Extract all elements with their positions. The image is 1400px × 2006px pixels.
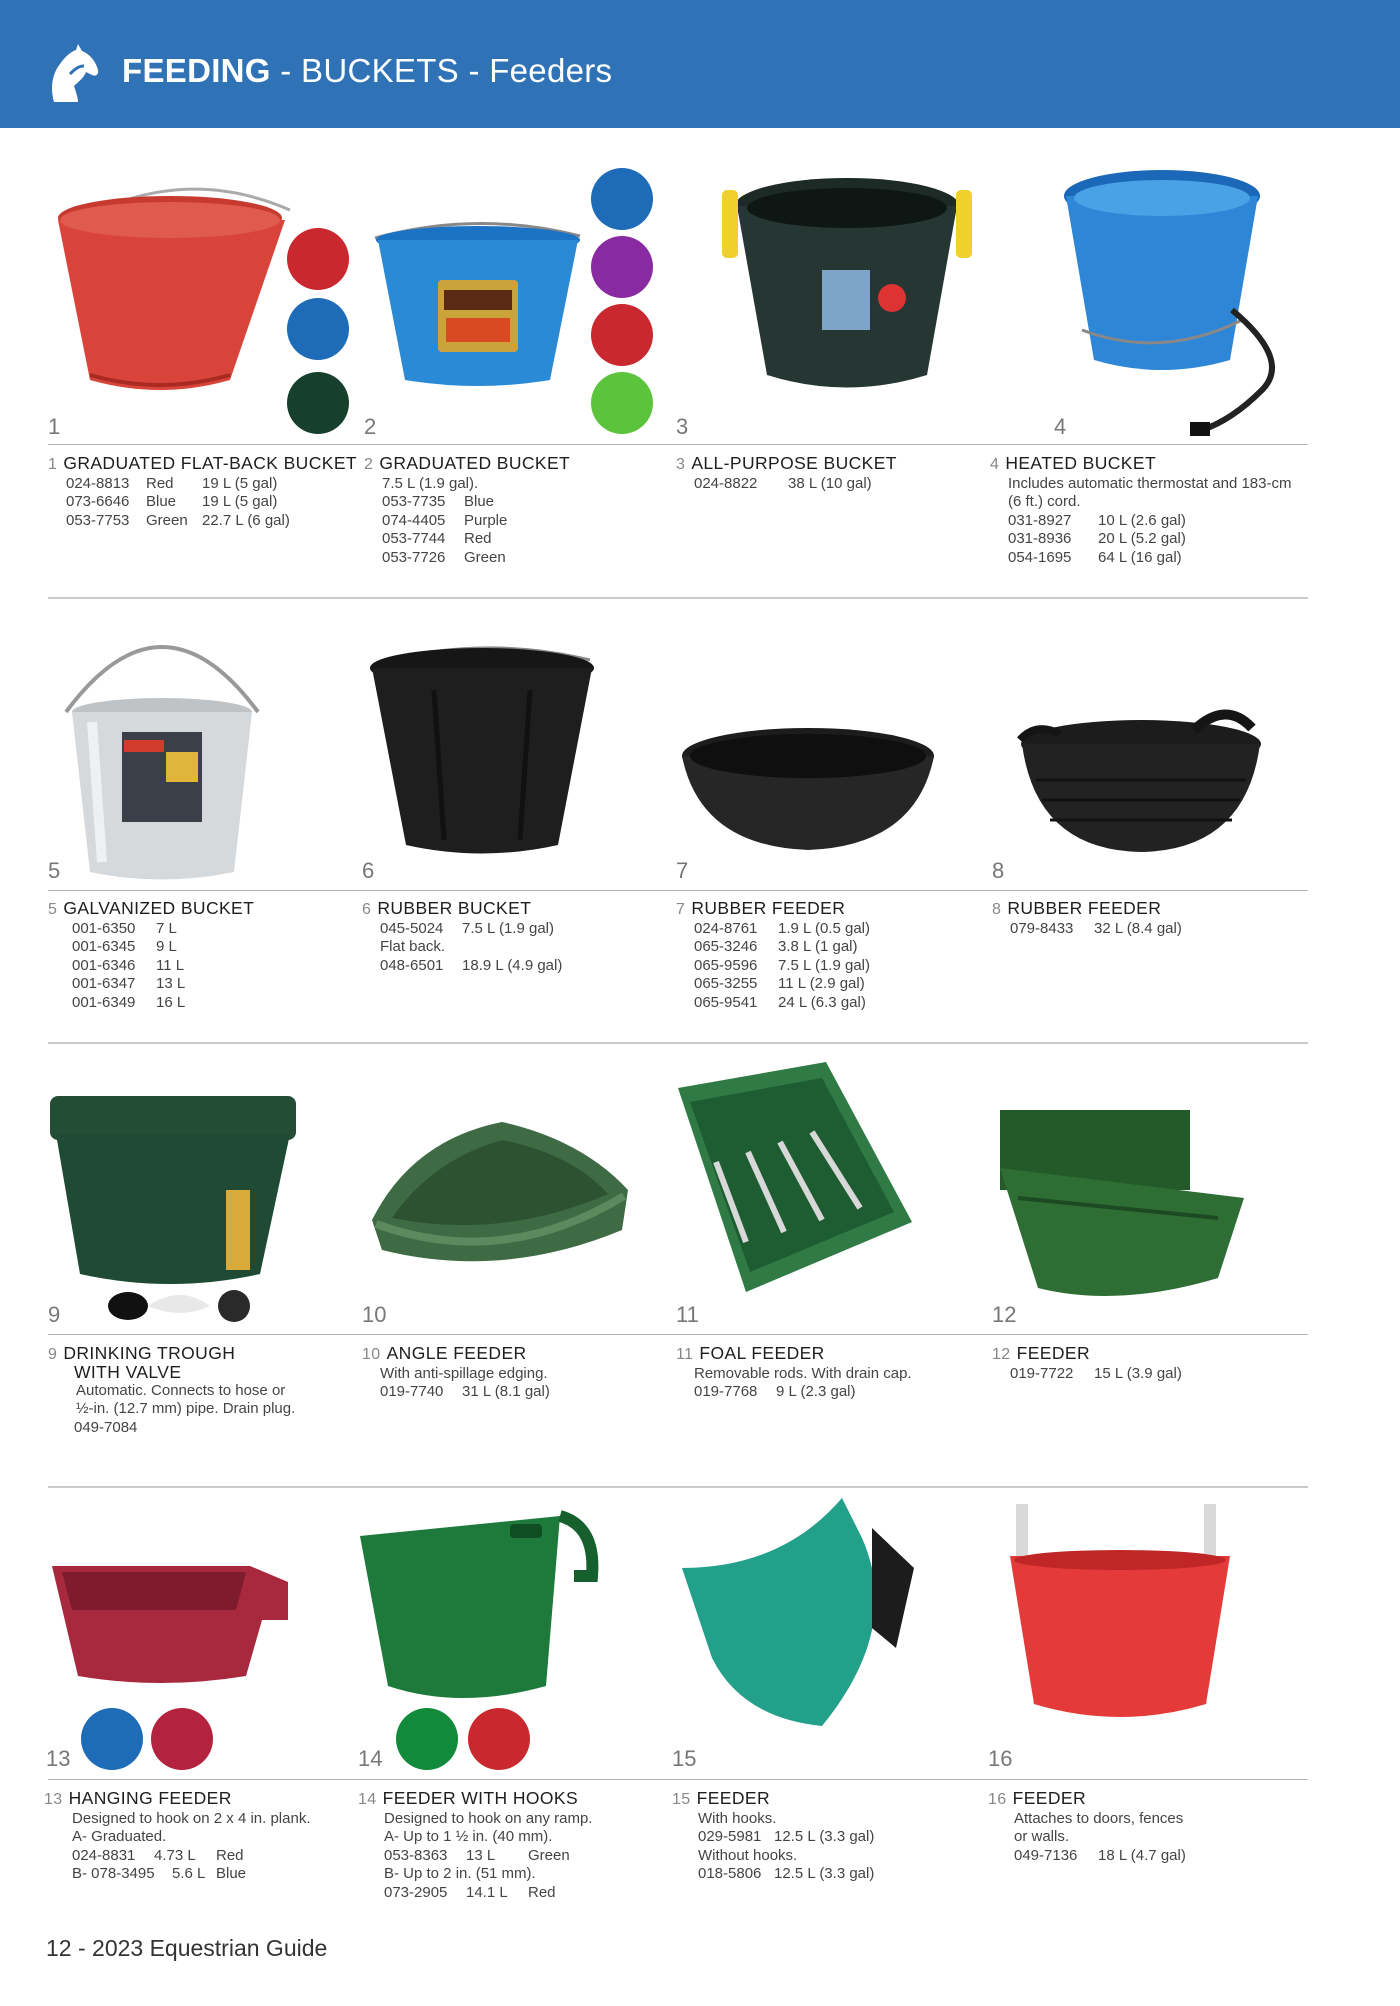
product-number: 4 xyxy=(1054,414,1067,439)
feeder-red-image xyxy=(1010,1504,1242,1730)
horse-head-logo-icon xyxy=(44,44,100,104)
product-number: 5 xyxy=(48,858,61,883)
product-caption-8: 8 RUBBER FEEDER 079-8433 32 L (8.4 gal) xyxy=(992,898,1182,937)
divider xyxy=(48,890,1308,891)
product-number: 6 xyxy=(362,858,375,883)
page-footer: 12 - 2023 Equestrian Guide xyxy=(46,1935,328,1961)
page-header xyxy=(0,0,1400,128)
graduated-flat-back-bucket-image xyxy=(50,180,300,400)
row-separator xyxy=(48,1042,1308,1044)
product-number: 13 xyxy=(46,1746,71,1771)
product-caption-13: 13 HANGING FEEDER Designed to hook on 2 x 4 in. plank. A- Graduated. 024-8831 4.73 L Red B- 078-3495 5.6 L Blue xyxy=(44,1788,311,1882)
color-swatch-red xyxy=(591,304,653,366)
color-swatch-red xyxy=(468,1708,530,1770)
product-number: 8 xyxy=(992,858,1005,883)
divider xyxy=(48,1334,1308,1335)
product-caption-10: 10 ANGLE FEEDER With anti-spillage edging. 019-7740 31 L (8.1 gal) xyxy=(362,1343,550,1400)
color-swatch-green xyxy=(591,372,653,434)
product-caption-3: 3 ALL-PURPOSE BUCKET 024-8822 38 L (10 gal) xyxy=(676,453,897,492)
product-number: 16 xyxy=(988,1746,1013,1771)
feeder-image xyxy=(998,1108,1244,1298)
feeder-teal-image xyxy=(682,1498,914,1730)
product-number: 14 xyxy=(358,1746,383,1771)
product-caption-4: 4 HEATED BUCKET Includes automatic thermostat and 183-cm (6 ft.) cord. 031-8927 10 L (2.6 gal) 031-8936 20 L (5.2 gal) 054-1695 64 L (16 gal) xyxy=(990,453,1292,566)
row-separator xyxy=(48,1486,1308,1488)
color-swatch-purple xyxy=(591,236,653,298)
product-number: 15 xyxy=(672,1746,697,1771)
product-caption-14: 14 FEEDER WITH HOOKS Designed to hook on any ramp. A- Up to 1 ½ in. (40 mm). 053-8363 13 L Green B- Up to 2 in. (51 mm). 073-2905 14.1 L Red xyxy=(358,1788,593,1901)
product-caption-12: 12 FEEDER 019-7722 15 L (3.9 gal) xyxy=(992,1343,1182,1382)
product-number: 3 xyxy=(676,414,689,439)
product-caption-6: 6 RUBBER BUCKET 045-5024 7.5 L (1.9 gal) Flat back. 048-6501 18.9 L (4.9 gal) xyxy=(362,898,563,974)
product-number: 12 xyxy=(992,1302,1017,1327)
product-caption-11: 11 FOAL FEEDER Removable rods. With drain cap. 019-7768 9 L (2.3 gal) xyxy=(676,1343,912,1400)
page-title: FEEDING - BUCKETS - Feeders xyxy=(122,52,613,89)
drinking-trough-image xyxy=(50,1094,296,1334)
row-separator xyxy=(48,597,1308,599)
product-caption-9: 9 DRINKING TROUGH WITH VALVE Automatic. Connects to hose or ½-in. (12.7 mm) pipe. Drain plug. 049-7084 xyxy=(48,1343,296,1436)
divider xyxy=(48,444,1308,445)
color-swatch-blue xyxy=(591,168,653,230)
product-number: 9 xyxy=(48,1302,61,1327)
graduated-bucket-image xyxy=(370,210,586,390)
product-number: 11 xyxy=(676,1302,699,1327)
product-caption-5: 5 GALVANIZED BUCKET 001-6350 7 L 001-6345 9 L 001-6346 11 L 001-6347 13 L 001-6349 16 L xyxy=(48,898,255,1011)
divider xyxy=(48,1779,1308,1780)
product-caption-2: 2 GRADUATED BUCKET 7.5 L (1.9 gal). 053-7735 Blue 074-4405 Purple 053-7744 Red 053-7726 Green xyxy=(364,453,571,566)
product-caption-15: 15 FEEDER With hooks. 029-5981 12.5 L (3.3 gal) Without hooks. 018-5806 12.5 L (3.3 gal) xyxy=(672,1788,875,1882)
rubber-feeder-image xyxy=(680,726,936,856)
heated-bucket-image xyxy=(1062,160,1282,440)
product-number: 10 xyxy=(362,1302,387,1327)
color-swatch-blue xyxy=(287,298,349,360)
all-purpose-bucket-image xyxy=(722,170,972,400)
rubber-bucket-image xyxy=(364,640,600,860)
feeder-with-hooks-image xyxy=(360,1496,600,1706)
product-number: 2 xyxy=(364,414,377,439)
galvanized-bucket-image xyxy=(62,612,262,882)
color-swatch-blue xyxy=(81,1708,143,1770)
color-swatch-red xyxy=(151,1708,213,1770)
color-swatch-red xyxy=(287,228,349,290)
product-caption-1: 1 GRADUATED FLAT-BACK BUCKET 024-8813 Red 19 L (5 gal) 073-6646 Blue 19 L (5 gal) 053-7753 Green 22.7 L (6 gal) xyxy=(48,453,357,529)
color-swatch-green xyxy=(396,1708,458,1770)
product-caption-16: 16 FEEDER Attaches to doors, fences or walls. 049-7136 18 L (4.7 gal) xyxy=(988,1788,1186,1864)
angle-feeder-image xyxy=(372,1120,628,1280)
foal-feeder-image xyxy=(676,1062,912,1302)
product-number: 1 xyxy=(48,414,61,439)
product-caption-7: 7 RUBBER FEEDER 024-8761 1.9 L (0.5 gal) 065-3246 3.8 L (1 gal) 065-9596 7.5 L (1.9 gal) 065-3255 11 L (2.9 gal) 065-9541 24 L (6.3 gal) xyxy=(676,898,870,1011)
hanging-feeder-image xyxy=(50,1550,288,1686)
rubber-feeder-tub-image xyxy=(1016,700,1266,856)
product-number: 7 xyxy=(676,858,689,883)
color-swatch-green xyxy=(287,372,349,434)
